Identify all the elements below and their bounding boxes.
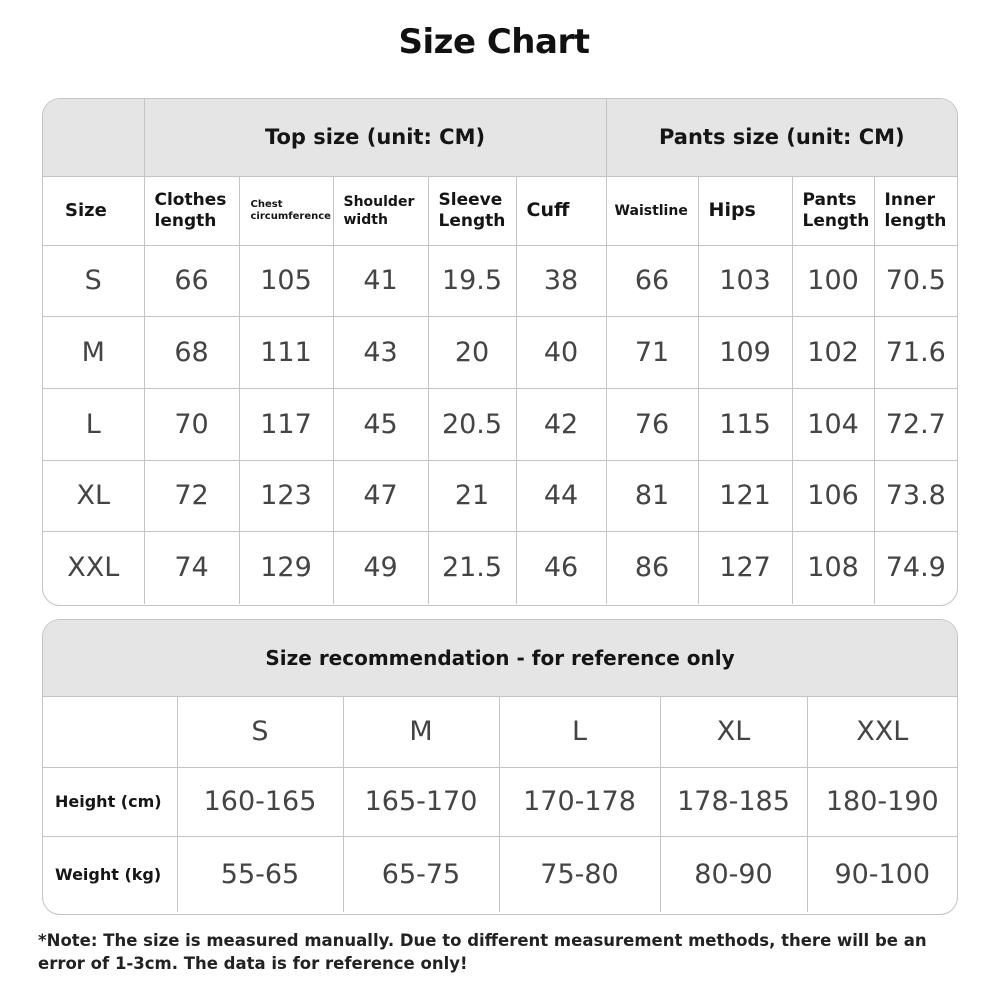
value-cell: 70.5 <box>874 245 957 316</box>
value-cell: 86 <box>606 531 698 604</box>
value-cell: 21.5 <box>428 531 516 604</box>
value-cell: 129 <box>239 531 333 604</box>
value-cell: 70 <box>144 388 239 460</box>
recommendation-table <box>43 620 957 912</box>
value-cell: 71 <box>606 316 698 388</box>
value-cell: 73.8 <box>874 460 957 531</box>
value-cell: 105 <box>239 245 333 316</box>
table-row <box>43 531 957 604</box>
weight-label: Weight (kg) <box>43 836 177 912</box>
size-label-row <box>43 696 957 767</box>
height-label: Height (cm) <box>43 767 177 836</box>
column-header: Cuff <box>516 176 606 245</box>
value-cell: 72.7 <box>874 388 957 460</box>
height-value: 180-190 <box>807 767 957 836</box>
value-cell: 109 <box>698 316 792 388</box>
value-cell: 121 <box>698 460 792 531</box>
weight-value: 55-65 <box>177 836 343 912</box>
size-table-card <box>42 98 958 606</box>
size-table <box>43 99 957 604</box>
height-value: 165-170 <box>343 767 499 836</box>
size-label: XXL <box>807 696 957 767</box>
size-cell: XL <box>43 460 144 531</box>
value-cell: 40 <box>516 316 606 388</box>
value-cell: 19.5 <box>428 245 516 316</box>
value-cell: 46 <box>516 531 606 604</box>
group-header-row <box>43 99 957 176</box>
value-cell: 20 <box>428 316 516 388</box>
value-cell: 66 <box>606 245 698 316</box>
height-value: 170-178 <box>499 767 660 836</box>
size-label: S <box>177 696 343 767</box>
value-cell: 106 <box>792 460 874 531</box>
value-cell: 45 <box>333 388 428 460</box>
size-label: L <box>499 696 660 767</box>
value-cell: 111 <box>239 316 333 388</box>
table-row <box>43 460 957 531</box>
corner-cell <box>43 99 144 176</box>
table-row <box>43 316 957 388</box>
weight-value: 65-75 <box>343 836 499 912</box>
value-cell: 66 <box>144 245 239 316</box>
value-cell: 74 <box>144 531 239 604</box>
page-title: Size Chart <box>398 22 590 62</box>
value-cell: 44 <box>516 460 606 531</box>
value-cell: 103 <box>698 245 792 316</box>
value-cell: 102 <box>792 316 874 388</box>
recommendation-header-row <box>43 620 957 696</box>
column-header: Sleeve Length <box>428 176 516 245</box>
weight-value: 90-100 <box>834 858 931 890</box>
height-value: 160-165 <box>177 767 343 836</box>
value-cell: 74.9 <box>885 552 946 584</box>
column-header: Clothes length <box>144 176 239 245</box>
top-size-header: Top size (unit: CM) <box>144 99 606 176</box>
value-cell: 76 <box>606 388 698 460</box>
footnote: *Note: The size is measured manually. Due to different measurement methods, there will be an error of 1-3cm. The data is for reference only! <box>38 931 927 973</box>
column-header-row <box>43 176 957 245</box>
column-header: Hips <box>698 176 792 245</box>
column-header: Shoulder width <box>333 176 428 245</box>
value-cell: 21 <box>428 460 516 531</box>
value-cell: 38 <box>516 245 606 316</box>
value-cell: 43 <box>333 316 428 388</box>
size-cell: S <box>43 245 144 316</box>
table-row <box>43 245 957 316</box>
height-row <box>43 767 957 836</box>
column-header: Size <box>43 176 144 245</box>
column-header: Waistline <box>606 176 698 245</box>
column-header: Chest circumference <box>239 176 333 245</box>
size-label: M <box>343 696 499 767</box>
value-cell: 71.6 <box>874 316 957 388</box>
recommendation-card <box>42 619 958 915</box>
weight-value: 75-80 <box>499 836 660 912</box>
size-cell: XXL <box>43 531 144 604</box>
table-row <box>43 388 957 460</box>
height-value: 178-185 <box>660 767 807 836</box>
value-cell: 127 <box>698 531 792 604</box>
value-cell: 47 <box>333 460 428 531</box>
value-cell: 123 <box>239 460 333 531</box>
size-label: XL <box>660 696 807 767</box>
value-cell: 41 <box>333 245 428 316</box>
value-cell: 42 <box>516 388 606 460</box>
weight-value: 80-90 <box>660 836 807 912</box>
value-cell: 100 <box>792 245 874 316</box>
pants-size-header: Pants size (unit: CM) <box>606 99 957 176</box>
recommendation-header: Size recommendation - for reference only <box>43 620 957 696</box>
value-cell: 20.5 <box>428 388 516 460</box>
value-cell: 81 <box>606 460 698 531</box>
value-cell: 72 <box>144 460 239 531</box>
value-cell: 108 <box>792 531 874 604</box>
weight-row <box>43 836 957 912</box>
corner-cell <box>43 696 177 767</box>
column-header: Inner length <box>874 176 957 245</box>
column-header: Pants Length <box>792 176 874 245</box>
value-cell: 49 <box>333 531 428 604</box>
value-cell: 115 <box>698 388 792 460</box>
size-cell: L <box>43 388 144 460</box>
value-cell: 68 <box>144 316 239 388</box>
value-cell: 117 <box>239 388 333 460</box>
value-cell: 104 <box>792 388 874 460</box>
size-cell: M <box>43 316 144 388</box>
